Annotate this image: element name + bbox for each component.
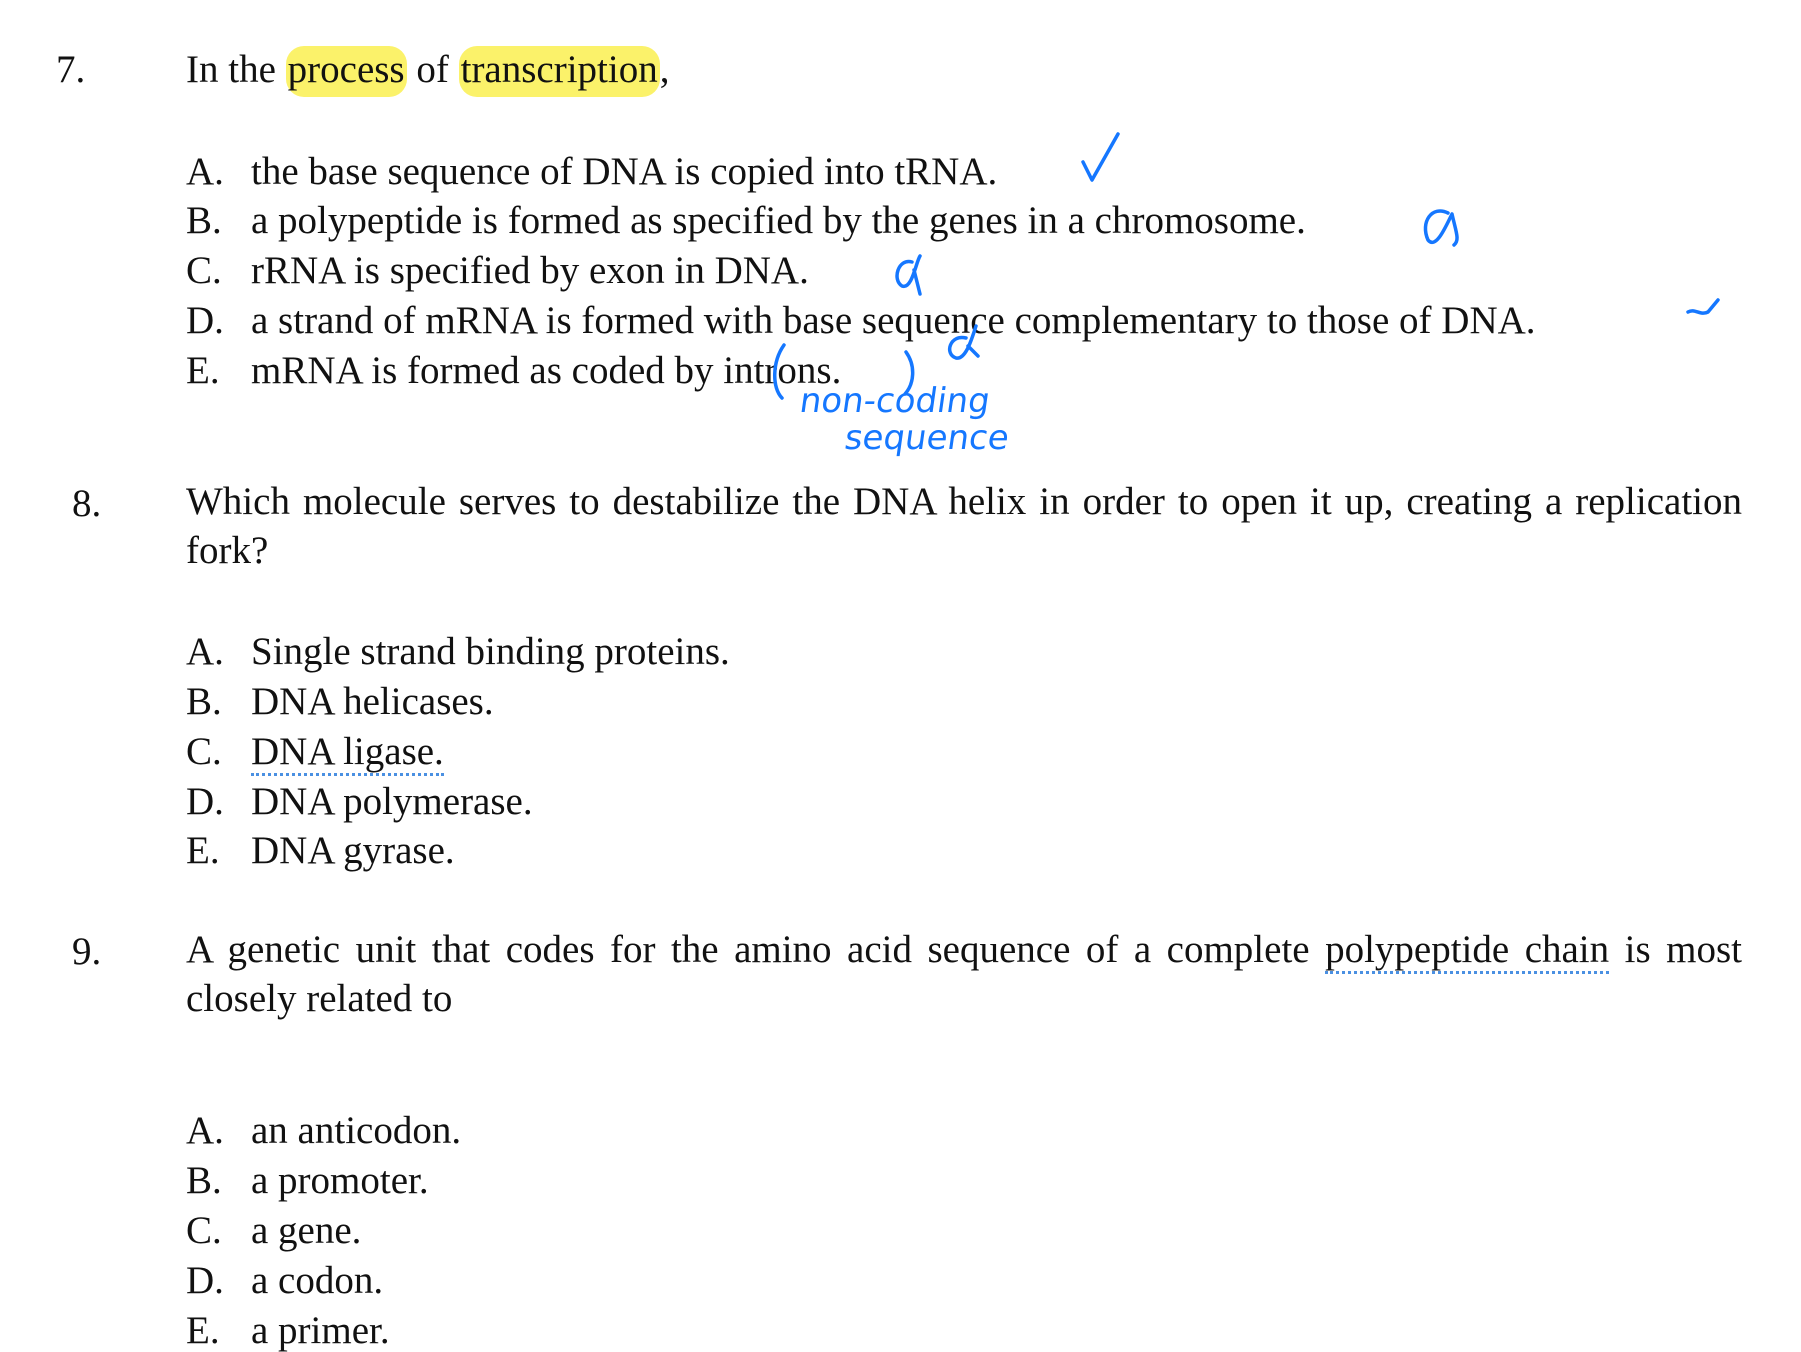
option-label: B. — [186, 1159, 222, 1202]
question-9-stem — [186, 925, 1742, 1023]
option-text: DNA ligase. — [251, 730, 444, 776]
option-label: B. — [186, 680, 222, 723]
option-label: A. — [186, 150, 224, 193]
option-text: a primer. — [251, 1309, 390, 1352]
highlighted-word: transcription — [459, 46, 660, 97]
checkmark-icon — [1688, 300, 1718, 313]
option-text: mRNA is formed as coded by — [251, 349, 724, 392]
stem-text: of — [406, 48, 459, 91]
q8-option-c[interactable] — [186, 732, 444, 771]
option-label: A. — [186, 1109, 224, 1152]
option-text: a promoter. — [251, 1159, 429, 1202]
option-text: a polypeptide is formed as specified by the genes in a chromosome. — [251, 199, 1306, 242]
option-label: A. — [186, 630, 224, 673]
q8-option-d[interactable] — [186, 782, 533, 821]
option-text: a gene. — [251, 1209, 362, 1252]
option-label: C. — [186, 730, 222, 773]
circled-word: introns. — [723, 349, 842, 392]
stem-text: , — [659, 48, 670, 91]
highlighted-word: process — [286, 46, 407, 97]
option-text: Single strand binding proteins. — [251, 630, 730, 673]
q9-option-d[interactable] — [186, 1261, 383, 1300]
option-text: DNA polymerase. — [251, 780, 533, 823]
option-text: DNA gyrase. — [251, 829, 455, 872]
option-label: C. — [186, 1209, 222, 1252]
option-label: D. — [186, 780, 224, 823]
spellcheck-flagged-text: polypeptide chain — [1325, 928, 1609, 974]
q9-option-e[interactable] — [186, 1311, 390, 1350]
handwritten-note-line2: sequence — [842, 418, 1012, 458]
question-7-number: 7. — [56, 48, 86, 91]
q8-option-e[interactable] — [186, 831, 455, 870]
option-text: the base sequence of DNA is copied into tRNA. — [251, 150, 998, 193]
question-8-number: 8. — [72, 482, 102, 525]
stem-text: In the — [186, 48, 286, 91]
cross-mark-icon — [1425, 211, 1457, 245]
cross-mark-icon — [950, 326, 978, 358]
stem-text: A genetic unit that codes for the amino acid sequence of a complete — [186, 928, 1326, 971]
q9-option-b[interactable] — [186, 1161, 429, 1200]
option-text: an anticodon. — [251, 1109, 462, 1152]
handwritten-note-line1: non-coding — [797, 381, 993, 421]
option-label: D. — [186, 1259, 224, 1302]
question-9-number: 9. — [72, 930, 102, 973]
option-label: C. — [186, 249, 222, 292]
circle-bracket-right — [905, 352, 913, 394]
option-text: a codon. — [251, 1259, 384, 1302]
stem-text: is most closely related to — [186, 928, 1742, 1020]
option-text: rRNA is specified by exon in DNA. — [251, 249, 809, 292]
question-8-stem: Which molecule serves to destabilize the DNA helix in order to open it up, creating a replication fork? — [186, 480, 1742, 572]
option-text: DNA helicases. — [251, 680, 494, 723]
option-label: D. — [186, 299, 224, 342]
cross-mark-icon — [897, 256, 920, 294]
q9-option-c[interactable] — [186, 1211, 361, 1250]
q8-option-a[interactable] — [186, 632, 730, 671]
q8-option-b[interactable] — [186, 682, 494, 721]
option-label: E. — [186, 829, 220, 872]
circle-bracket-left — [775, 345, 784, 398]
q9-option-a[interactable] — [186, 1111, 461, 1150]
option-label: B. — [186, 199, 222, 242]
option-label: E. — [186, 349, 220, 392]
option-label: E. — [186, 1309, 220, 1352]
checkmark-icon — [1083, 134, 1118, 180]
option-text: a strand of mRNA is formed with base sequence complementary to those of DNA. — [251, 299, 1536, 342]
